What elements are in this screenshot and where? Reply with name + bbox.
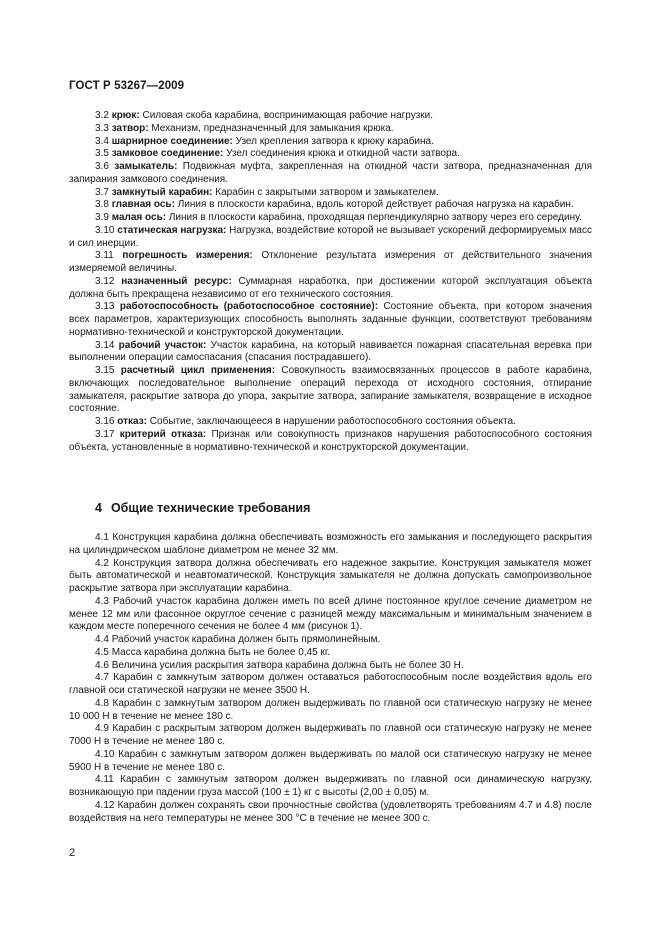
requirement-item xyxy=(69,596,592,634)
term: работоспособность (работоспособное состояние): xyxy=(119,301,379,313)
definition-item xyxy=(69,250,592,276)
definition-text: Событие, заключающееся в нарушении работоспособного состояния объекта. xyxy=(149,416,516,427)
definition-item xyxy=(69,161,592,187)
requirement-text: Масса карабина должна быть не более 0,45 кг. xyxy=(111,646,331,658)
requirement-item xyxy=(69,647,592,660)
definition-item xyxy=(69,110,592,123)
page-number: 2 xyxy=(69,847,76,859)
definitions-list xyxy=(69,110,592,454)
definition-text: Отклонение результата измерения от действительного значения измеряемой величины. xyxy=(69,250,593,274)
definition-item xyxy=(69,340,592,366)
requirement-item xyxy=(69,723,592,749)
definition-item xyxy=(69,123,592,136)
definition-item xyxy=(69,148,592,161)
clause-number: 3.4 xyxy=(95,135,109,147)
clause-number: 3.12 xyxy=(95,275,115,287)
definition-item xyxy=(69,301,592,339)
clause-number: 3.6 xyxy=(95,161,109,172)
definition-text: Совокупность взаимосвязанных процессов в работе карабина, включающих последовательное выполнение операций перехода от исходного состояния, отпирание замыкателя, раскрытие затвора до упора, закрытие затвора, запирание замыкателя, возвращение в исходное состояние. xyxy=(69,365,593,415)
clause-number: 4.9 xyxy=(95,723,109,735)
clause-number: 3.9 xyxy=(95,212,109,223)
term: отказ: xyxy=(117,416,147,427)
requirement-text: Карабин с замкнутым затвором должен оставаться работоспособным после воздействия вдоль его главной оси статической нагрузки не менее 3500 Н. xyxy=(69,672,592,696)
clause-number: 4.11 xyxy=(95,774,114,786)
term: критерий отказа: xyxy=(119,428,207,440)
section-heading xyxy=(95,501,310,515)
term: замковое соединение: xyxy=(111,148,224,160)
section-title: Общие технические требования xyxy=(110,501,311,515)
requirement-item xyxy=(69,672,592,698)
clause-number: 3.8 xyxy=(95,199,109,211)
definition-item xyxy=(69,136,592,149)
requirement-text: Карабин должен сохранять свои прочностные свойства (удовлетворять требованиям 4.7 и 4.8) после воздействия на него температуры не менее 300 °С в течение не менее 300 с. xyxy=(69,799,592,824)
term: замкнутый карабин: xyxy=(111,186,213,198)
clause-number: 3.7 xyxy=(95,186,109,198)
clause-number: 3.14 xyxy=(95,339,115,351)
term: погрешность измерения: xyxy=(122,250,253,262)
section-number: 4 xyxy=(95,501,102,515)
requirement-item xyxy=(69,634,592,647)
term: замыкатель: xyxy=(114,161,178,172)
clause-number: 3.17 xyxy=(95,428,115,440)
clause-number: 3.15 xyxy=(95,365,115,376)
term: затвор: xyxy=(111,122,149,134)
term: главная ось: xyxy=(111,199,175,211)
clause-number: 4.8 xyxy=(95,697,109,709)
clause-number: 4.4 xyxy=(95,634,109,645)
clause-number: 4.12 xyxy=(95,799,115,811)
definition-item xyxy=(69,365,592,416)
requirements-list xyxy=(69,532,592,825)
term: назначенный ресурс: xyxy=(121,275,232,287)
term: крюк: xyxy=(111,110,140,121)
requirement-item xyxy=(69,800,592,826)
definition-item xyxy=(69,276,592,302)
requirement-text: Конструкция затвора должна обеспечивать его надежное закрытие. Конструкция замыкателя может быть автоматической и неавтоматической. Конструкция замыкателя не должна допускать самопроизвольное раскрытие затвора при эксплуатации карабина. xyxy=(69,557,592,594)
definition-item xyxy=(69,225,592,251)
definition-text: Узел крепления затвора к крюку карабина. xyxy=(235,135,434,147)
requirement-text: Рабочий участок карабина должен иметь по всей длине постоянное круглое сечение диаметром не менее 12 мм или фасонное округлое сечение с разницей между максимальным и минимальным значением в каждом месте поперечного сечения не более 4 мм (рисунок 1). xyxy=(69,595,593,633)
definition-text: Суммарная наработка, при достижении которой эксплуатация объекта должна быть прекращена независимо от его технического состояния. xyxy=(69,275,593,300)
requirement-text: Величина усилия раскрытия затвора карабина должна быть не более 30 Н. xyxy=(111,659,464,671)
definition-text: Подвижная муфта, закрепленная на откидной части затвора, предназначенная для запирания замкового соединения. xyxy=(69,161,592,185)
definition-text: Силовая скоба карабина, воспринимающая рабочие нагрузки. xyxy=(142,110,434,121)
clause-number: 3.13 xyxy=(95,301,115,313)
clause-number: 4.7 xyxy=(95,672,109,684)
definition-item xyxy=(69,416,592,429)
term: шарнирное соединение: xyxy=(111,135,233,147)
clause-number: 4.5 xyxy=(95,646,109,658)
requirement-text: Карабин с замкнутым затвором должен выдерживать по главной оси динамическую нагрузку, возникающую при падении груза массой (100 ± 1) кг с высоты (2,00 ± 0,05) м. xyxy=(69,774,592,798)
term: рабочий участок: xyxy=(118,339,207,351)
definition-text: Участок карабина, на который навивается пожарная спасательная веревка при выполнении операции самоспасания (спасания пострадавшего). xyxy=(69,339,592,364)
clause-number: 3.10 xyxy=(95,224,115,236)
requirement-item xyxy=(69,660,592,673)
requirement-item xyxy=(69,558,592,596)
definition-text: Признак или совокупность признаков нарушения работоспособного состояния объекта, установленные в нормативно-технической и конструкторской документации. xyxy=(69,428,592,453)
clause-number: 3.11 xyxy=(95,250,114,262)
clause-number: 4.3 xyxy=(95,595,109,607)
requirement-item xyxy=(69,749,592,775)
clause-number: 3.16 xyxy=(95,416,115,427)
definition-text: Состояние объекта, при котором значения всех параметров, характеризующих способность выполнять заданные функции, соответствуют требованиям нормативно-технической и конструкторской документации. xyxy=(69,301,593,338)
requirement-text: Карабин с замкнутым затвором должен выдерживать по малой оси статическую нагрузку не менее 5900 Н в течение не менее 180 с. xyxy=(69,748,592,773)
definition-item xyxy=(69,199,592,212)
clause-number: 3.5 xyxy=(95,148,109,160)
clause-number: 4.2 xyxy=(95,557,109,569)
clause-number: 4.10 xyxy=(95,748,115,760)
term: статическая нагрузка: xyxy=(117,224,227,236)
definition-text: Линия в плоскости карабина, проходящая перпендикулярно затвору через его середину. xyxy=(168,212,582,223)
definition-text: Карабин с закрытыми затвором и замыкателем. xyxy=(215,186,439,198)
definition-text: Нагрузка, воздействие которой не вызывает ускорений деформируемых масс и сил инерции. xyxy=(69,224,592,249)
clause-number: 3.2 xyxy=(95,110,109,121)
requirement-text: Карабин с замкнутым затвором должен выдерживать по главной оси статическую нагрузку не менее 10 000 Н в течение не менее 180 с. xyxy=(69,697,593,722)
definition-item xyxy=(69,429,592,455)
clause-number: 3.3 xyxy=(95,122,109,134)
requirement-text: Карабин с раскрытым затвором должен выдерживать по главной оси статическую нагрузку не менее 7000 Н в течение не менее 180 с. xyxy=(69,723,592,747)
definition-item xyxy=(69,212,592,225)
term: малая ось: xyxy=(111,212,167,223)
page-header: ГОСТ Р 53267—2009 xyxy=(69,80,185,92)
definition-text: Узел соединения крюка и откидной части затвора. xyxy=(226,148,460,160)
requirement-item xyxy=(69,774,592,800)
requirement-item xyxy=(69,698,592,724)
requirement-text: Рабочий участок карабина должен быть прямолинейным. xyxy=(111,634,381,645)
term: расчетный цикл применения: xyxy=(120,365,276,376)
clause-number: 4.1 xyxy=(95,532,109,543)
requirement-text: Конструкция карабина должна обеспечивать возможность его замыкания и последующего раскрытия на цилиндрическом шаблоне диаметром не менее 32 мм. xyxy=(69,532,592,556)
clause-number: 4.6 xyxy=(95,659,109,671)
requirement-item xyxy=(69,532,592,558)
definition-text: Механизм, предназначенный для замыкания крюка. xyxy=(151,122,394,134)
definition-text: Линия в плоскости карабина, вдоль которой действует рабочая нагрузка на карабин. xyxy=(177,199,574,211)
definition-item xyxy=(69,187,592,200)
